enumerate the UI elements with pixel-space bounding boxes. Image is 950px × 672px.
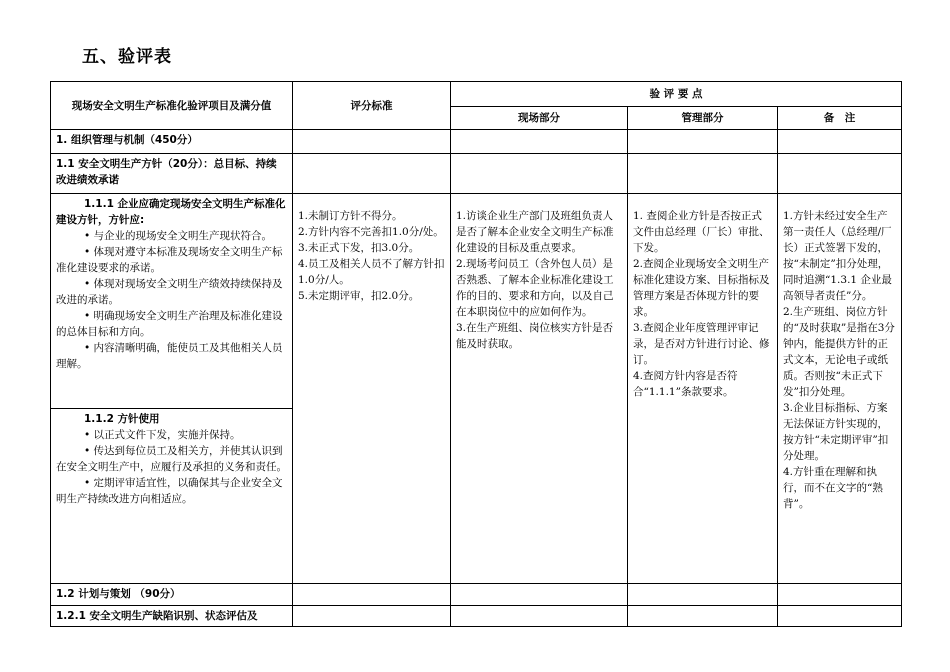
- remark-item: 2.生产班组、岗位方针的“及时获取”是指在3分钟内，能提供方针的正式文本，无论电子或纸质。否则按“未正式下发”扣分处理。: [783, 306, 895, 398]
- mgmt-item: 2.查阅企业现场安全文明生产标准化建设方案、目标指标及管理方案是否体现方针的要求。: [633, 258, 770, 318]
- header-mgmt: 管理部分: [628, 107, 778, 130]
- row-1-1-label: 1.1 安全文明生产方针（20分）：总目标、持续改进绩效承诺: [51, 154, 293, 194]
- item-1-1-1-bullet: • 与企业的现场安全文明生产现状符合。: [84, 230, 273, 242]
- site-cell: [451, 194, 628, 584]
- header-points-group: 验 评 要 点: [451, 82, 902, 107]
- header-site: 现场部分: [451, 107, 628, 130]
- row-1-1-1-cell: [51, 194, 293, 409]
- item-1-1-1-bullet: • 体现对遵守本标准及现场安全文明生产标准化建设要求的承诺。: [56, 246, 283, 274]
- item-1-1-1-bullet: • 明确现场安全文明生产治理及标准化建设的总体目标和方向。: [56, 310, 283, 338]
- item-1-1-2-bullet: • 传达到每位员工及相关方，并使其认识到在安全文明生产中，应履行及承担的义务和责任。: [56, 445, 287, 473]
- header-project: 现场安全文明生产标准化验评项目及满分值: [51, 82, 293, 130]
- row-1-2-label: 1.2 计划与策划 （90分）: [51, 584, 293, 606]
- item-1-1-2-head: 1.1.2 方针使用: [84, 413, 160, 425]
- mgmt-cell: [628, 194, 778, 584]
- item-1-1-2-bullet: • 定期评审适宜性，以确保其与企业安全文明生产持续改进方向相适应。: [56, 477, 283, 505]
- criteria-item: 1.未制订方针不得分。: [298, 210, 403, 222]
- criteria-item: 3.未正式下发，扣3.0分。: [298, 242, 420, 254]
- item-1-1-1-bullet: • 体现对现场安全文明生产绩效持续保持及改进的承诺。: [56, 278, 283, 306]
- site-item: 2.现场考问员工（含外包人员）是否熟悉、了解本企业标准化建设工作的目的、要求和方向，以及自己在本职岗位中的应如何作为。: [456, 258, 614, 318]
- criteria-item: 4.员工及相关人员不了解方针扣1.0分/人。: [298, 258, 445, 286]
- row-1-label: 1. 组织管理与机制（450分）: [51, 130, 293, 154]
- row-1-2-1-label: 1.2.1 安全文明生产缺陷识别、状态评估及: [51, 606, 293, 627]
- item-1-1-2-bullet: • 以正式文件下发，实施并保持。: [84, 429, 241, 441]
- mgmt-item: 1. 查阅企业方针是否按正式文件由总经理（厂长）审批、下发。: [633, 210, 770, 254]
- page-title: 五、验评表: [82, 47, 172, 67]
- item-1-1-1-head: 1.1.1 企业应确定现场安全文明生产标准化建设方针，方针应:: [56, 198, 286, 226]
- site-item: 3.在生产班组、岗位核实方针是否能及时获取。: [456, 322, 614, 350]
- site-item: 1.访谈企业生产部门及班组负责人是否了解本企业安全文明生产标准化建设的目标及重点要求。: [456, 210, 614, 254]
- item-1-1-1-bullet: • 内容清晰明确，能使员工及其他相关人员理解。: [56, 342, 283, 370]
- header-criteria: 评分标准: [293, 82, 451, 130]
- remark-item: 1.方针未经过安全生产第一责任人（总经理/厂长）正式签署下发的，按“未制定”扣分处理，同时追溯“1.3.1 企业最高领导者责任”分。: [783, 210, 892, 302]
- mgmt-item: 3.查阅企业年度管理评审记录，是否对方针进行讨论、修订。: [633, 322, 770, 366]
- criteria-cell: [293, 194, 451, 584]
- remark-item: 3.企业目标指标、方案无法保证方针实现的，按方针“未定期评审”扣分处理。: [783, 402, 889, 462]
- remark-cell: [778, 194, 902, 584]
- criteria-item: 5.未定期评审，扣2.0分。: [298, 290, 420, 302]
- evaluation-table: [50, 81, 902, 627]
- header-remark: 备 注: [778, 107, 902, 130]
- row-1-1-2-cell: [51, 409, 293, 584]
- mgmt-item: 4.查阅方针内容是否符合“1.1.1”条款要求。: [633, 370, 738, 398]
- remark-item: 4.方针重在理解和执行，而不在文字的“熟背”。: [783, 466, 883, 510]
- criteria-item: 2.方针内容不完善扣1.0分/处。: [298, 226, 444, 238]
